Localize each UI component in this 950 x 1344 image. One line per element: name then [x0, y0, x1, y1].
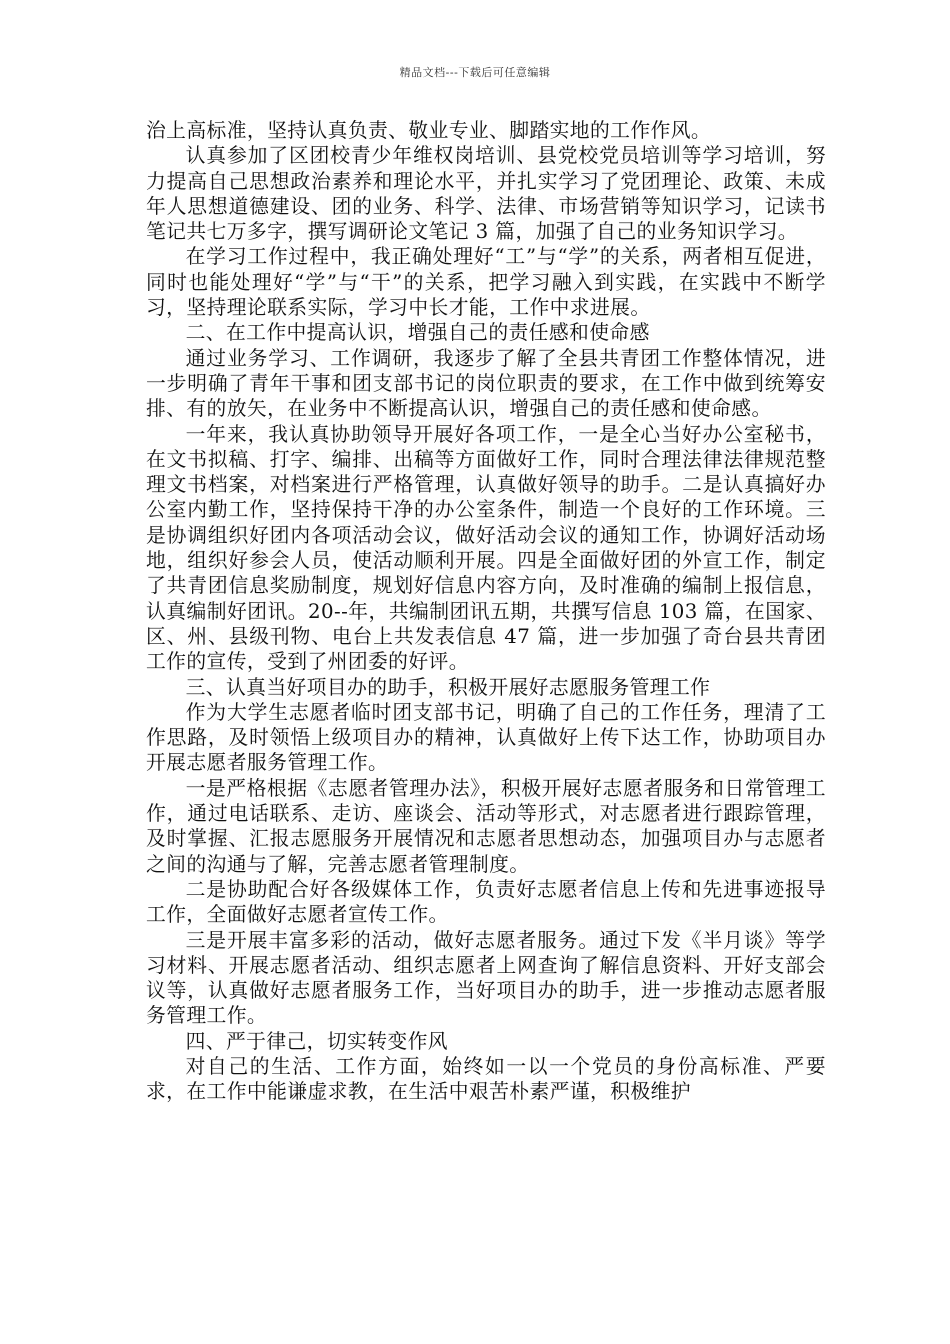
paragraph: 三是开展丰富多彩的活动，做好志愿者服务。通过下发《半月谈》等学习材料、开展志愿者活动、组织志愿者上网查询了解信息资料、开好支部会议等，认真做好志愿者服务工作，当好项目办的助手，进一步推动志愿者服务管理工作。: [146, 928, 826, 1028]
paragraph: 一是严格根据《志愿者管理办法》，积极开展好志愿者服务和日常管理工作，通过电话联系、走访、座谈会、活动等形式，对志愿者进行跟踪管理，及时掌握、汇报志愿服务开展情况和志愿者思想动态，加强项目办与志愿者之间的沟通与了解，完善志愿者管理制度。: [146, 776, 826, 876]
section-heading: 三、认真当好项目办的助手，积极开展好志愿服务管理工作: [185, 675, 711, 699]
paragraph: 作为大学生志愿者临时团支部书记，明确了自己的工作任务，理清了工作思路，及时领悟上级项目办的精神，认真做好上传下达工作，协助项目办开展志愿者服务管理工作。: [146, 700, 826, 775]
paragraph: 治上高标准，坚持认真负责、敬业专业、脚踏实地的工作作风。: [146, 119, 712, 142]
paragraph: 在学习工作过程中，我正确处理好“工”与“学”的关系，两者相互促进，同时也能处理好“学”与“干”的关系，把学习融入到实践，在实践中不断学习，坚持理论联系实际，学习中长才能，工作中求进展。: [146, 245, 826, 320]
paragraph: 认真参加了区团校青少年维权岗培训、县党校党员培训等学习培训，努力提高自己思想政治素养和理论水平，并扎实学习了党团理论、政策、未成年人思想道德建设、团的业务、科学、法律、市场营销等知识学习，记读书笔记共七万多字，撰写调研论文笔记 3 篇，加强了自己的业务知识学习。: [146, 144, 826, 244]
section-heading: 二、在工作中提高认识，增强自己的责任感和使命感: [185, 321, 650, 345]
paragraph: 对自己的生活、工作方面，始终如一以一个党员的身份高标准、严要求，在工作中能谦虚求教，在生活中艰苦朴素严谨，积极维护: [146, 1054, 826, 1104]
paragraph: 通过业务学习、工作调研，我逐步了解了全县共青团工作整体情况，进一步明确了青年干事和团支部书记的岗位职责的要求，在工作中做到统筹安排、有的放矢，在业务中不断提高认识，增强自己的责任感和使命感。: [146, 346, 826, 421]
document-body: [146, 118, 826, 1105]
paragraph: 一年来，我认真协助领导开展好各项工作，一是全心当好办公室秘书，在文书拟稿、打字、编排、出稿等方面做好工作，同时合理法律法律规范整理文书档案，对档案进行严格管理，认真做好领导的助手。二是认真搞好办公室内勤工作，坚持保持干净的办公室条件，制造一个良好的工作环境。三是协调组织好团内各项活动会议，做好活动会议的通知工作，协调好活动场地，组织好参会人员，使活动顺利开展。四是全面做好团的外宣工作，制定了共青团信息奖励制度，规划好信息内容方向，及时准确的编制上报信息，认真编制好团讯。20--年，共编制团讯五期，共撰写信息 103 篇，在国家、区、州、县级刊物、电台上共发表信息 47 篇，进一步加强了奇台县共青团工作的宣传，受到了州团委的好评。: [146, 422, 826, 674]
paragraph: 二是协助配合好各级媒体工作，负责好志愿者信息上传和先进事迹报导工作，全面做好志愿者宣传工作。: [146, 877, 826, 927]
page-header: 精品文档---下载后可任意编辑: [399, 66, 551, 79]
section-heading: 四、严于律己，切实转变作风: [185, 1029, 448, 1053]
